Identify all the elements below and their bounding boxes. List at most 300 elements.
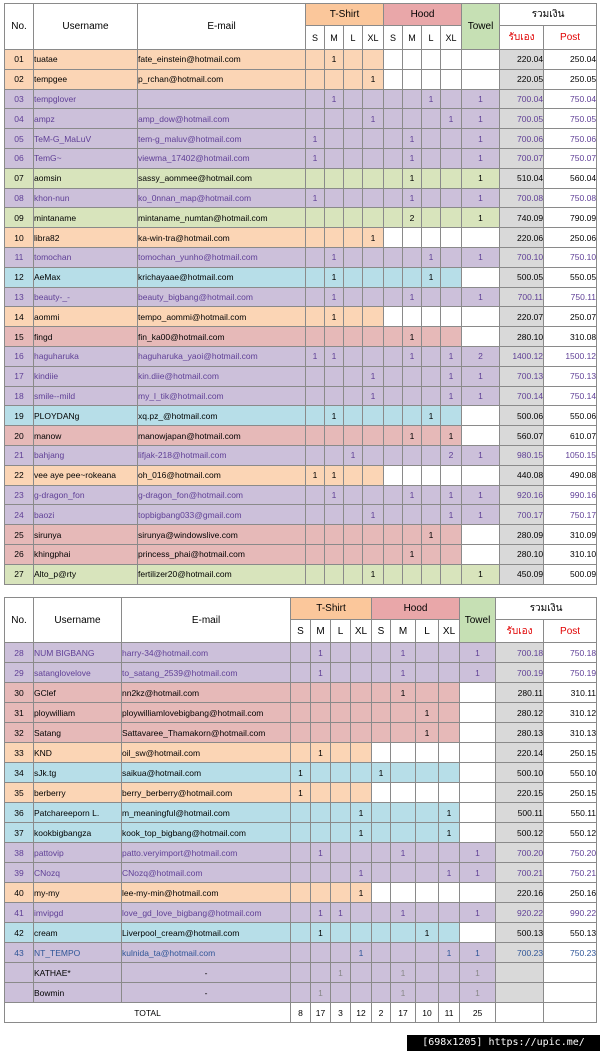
username-cell: my-my <box>34 883 122 903</box>
hood-m-qty <box>391 743 416 763</box>
tshirt-xl-qty <box>351 903 372 923</box>
hood-l-qty <box>416 803 439 823</box>
hood-s-qty <box>384 267 403 287</box>
towel-qty: 1 <box>462 386 500 406</box>
email-cell: love_gd_love_bigbang@hotmail.com <box>122 903 291 923</box>
hood-l-qty <box>416 963 439 983</box>
username-cell: CNozq <box>34 863 122 883</box>
row-number: 26 <box>5 544 34 564</box>
hood-l-qty <box>416 943 439 963</box>
towel-qty <box>462 465 500 485</box>
tshirt-l-qty <box>344 426 363 446</box>
username-cell: Satang <box>34 723 122 743</box>
hood-xl-qty <box>439 903 460 923</box>
tshirt-s-qty: 1 <box>306 188 325 208</box>
tshirt-xl-qty <box>351 983 372 1003</box>
tshirt-s-qty <box>306 406 325 426</box>
tshirt-l-qty <box>344 386 363 406</box>
hood-m-qty: 1 <box>403 148 422 168</box>
tshirt-s-qty <box>306 505 325 525</box>
tshirt-m-qty <box>325 445 344 465</box>
tshirt-xl-qty <box>351 683 372 703</box>
post-price: 250.05 <box>544 69 597 89</box>
username-cell: khon-nun <box>34 188 138 208</box>
hood-s-qty <box>372 903 391 923</box>
header-tshirt: T-Shirt <box>306 4 384 26</box>
tshirt-l-qty <box>344 168 363 188</box>
header-tshirt-m: M <box>325 26 344 50</box>
username-cell: berberry <box>34 783 122 803</box>
post-price: 750.13 <box>544 366 597 386</box>
hood-m-qty <box>403 525 422 545</box>
tshirt-l-qty <box>344 307 363 327</box>
hood-s-qty <box>372 823 391 843</box>
hood-l-qty <box>422 386 441 406</box>
hood-m-qty <box>391 703 416 723</box>
header-total-money-2: รวมเงิน <box>496 598 597 620</box>
hood-xl-qty <box>441 465 462 485</box>
hood-m-qty <box>403 228 422 248</box>
tshirt-s-qty <box>306 386 325 406</box>
hood-m-qty: 1 <box>403 485 422 505</box>
table-row <box>5 564 597 584</box>
tshirt-s-qty <box>291 923 311 943</box>
tshirt-m-qty: 1 <box>325 267 344 287</box>
tshirt-m-qty: 1 <box>325 247 344 267</box>
tshirt-s-qty <box>306 89 325 109</box>
header-username-2: Username <box>34 598 122 643</box>
row-number: 31 <box>5 703 34 723</box>
towel-qty: 1 <box>460 843 496 863</box>
hood-xl-qty <box>441 89 462 109</box>
hood-xl-qty <box>441 69 462 89</box>
hood-l-qty <box>422 188 441 208</box>
tshirt-m-qty <box>311 683 331 703</box>
hood-s-qty <box>384 544 403 564</box>
tshirt-l-qty: 1 <box>331 963 351 983</box>
self-pickup-price: 220.15 <box>496 783 544 803</box>
hood-s-qty <box>384 386 403 406</box>
hood-s-qty <box>372 743 391 763</box>
tshirt-m-qty: 1 <box>311 643 331 663</box>
hood-xl-qty <box>439 703 460 723</box>
post-price <box>544 983 597 1003</box>
towel-qty <box>462 544 500 564</box>
hood-s-qty <box>372 843 391 863</box>
table-row <box>5 485 597 505</box>
header-post: Post <box>544 26 597 50</box>
post-price: 750.10 <box>544 247 597 267</box>
hood-l-qty <box>422 50 441 70</box>
row-number: 19 <box>5 406 34 426</box>
post-price: 1050.15 <box>544 445 597 465</box>
hood-l-qty <box>416 843 439 863</box>
hood-xl-qty: 1 <box>441 346 462 366</box>
post-price: 250.04 <box>544 50 597 70</box>
table-row <box>5 743 597 763</box>
header-towel-2: Towel <box>460 598 496 643</box>
total-hood-l: 10 <box>416 1003 439 1023</box>
tshirt-xl-qty <box>363 426 384 446</box>
total-tshirt-l: 3 <box>331 1003 351 1023</box>
header-hood-m: M <box>403 26 422 50</box>
row-number: 42 <box>5 923 34 943</box>
tshirt-l-qty <box>344 148 363 168</box>
table-row <box>5 50 597 70</box>
username-cell: PLOYDANg <box>34 406 138 426</box>
towel-qty: 1 <box>462 485 500 505</box>
header-hood-xl-2: XL <box>439 620 460 643</box>
order-sheet-2 <box>4 597 596 1023</box>
row-number: 22 <box>5 465 34 485</box>
row-number: 32 <box>5 723 34 743</box>
tshirt-m-qty <box>325 69 344 89</box>
row-number: 06 <box>5 148 34 168</box>
hood-xl-qty <box>441 228 462 248</box>
row-number: 01 <box>5 50 34 70</box>
tshirt-xl-qty: 1 <box>351 823 372 843</box>
hood-s-qty <box>384 247 403 267</box>
tshirt-l-qty <box>344 465 363 485</box>
hood-s-qty <box>384 485 403 505</box>
towel-qty: 1 <box>462 188 500 208</box>
table-row <box>5 188 597 208</box>
towel-qty <box>460 763 496 783</box>
order-sheet-1 <box>4 3 596 585</box>
tshirt-m-qty: 1 <box>325 89 344 109</box>
tshirt-s-qty <box>306 287 325 307</box>
username-cell: ampz <box>34 109 138 129</box>
tshirt-l-qty <box>331 863 351 883</box>
tshirt-xl-qty <box>351 723 372 743</box>
header-hood-l-2: L <box>416 620 439 643</box>
tshirt-l-qty: 1 <box>344 445 363 465</box>
row-number: 34 <box>5 763 34 783</box>
tshirt-l-qty <box>331 783 351 803</box>
tshirt-xl-qty <box>363 525 384 545</box>
tshirt-s-qty <box>291 983 311 1003</box>
row-number: 11 <box>5 247 34 267</box>
tshirt-l-qty <box>331 943 351 963</box>
tshirt-l-qty <box>344 406 363 426</box>
tshirt-l-qty <box>331 803 351 823</box>
username-cell: tuatae <box>34 50 138 70</box>
hood-xl-qty <box>441 525 462 545</box>
email-cell: tomochan_yunho@hotmail.com <box>138 247 306 267</box>
header-tshirt-2: T-Shirt <box>291 598 372 620</box>
username-cell: satanglovelove <box>34 663 122 683</box>
table-row <box>5 943 597 963</box>
tshirt-l-qty: 1 <box>331 903 351 923</box>
towel-qty <box>462 228 500 248</box>
hood-m-qty <box>391 863 416 883</box>
towel-qty: 1 <box>460 963 496 983</box>
tshirt-m-qty <box>325 109 344 129</box>
tshirt-l-qty <box>344 69 363 89</box>
post-price: 550.05 <box>544 267 597 287</box>
hood-s-qty <box>384 525 403 545</box>
self-pickup-price: 700.20 <box>496 843 544 863</box>
tshirt-l-qty <box>344 327 363 347</box>
post-price: 250.15 <box>544 743 597 763</box>
post-price: 750.18 <box>544 643 597 663</box>
hood-xl-qty <box>439 923 460 943</box>
username-cell: g-dragon_fon <box>34 485 138 505</box>
self-pickup-price: 440.08 <box>500 465 544 485</box>
row-number: 21 <box>5 445 34 465</box>
tshirt-l-qty <box>344 228 363 248</box>
hood-xl-qty: 1 <box>441 366 462 386</box>
towel-qty <box>462 406 500 426</box>
towel-qty: 2 <box>462 346 500 366</box>
username-cell: KATHAE* <box>34 963 122 983</box>
total-hood-s: 2 <box>372 1003 391 1023</box>
row-number: 07 <box>5 168 34 188</box>
tshirt-xl-qty: 1 <box>351 943 372 963</box>
tshirt-xl-qty: 1 <box>363 228 384 248</box>
username-cell: Bowmin <box>34 983 122 1003</box>
row-number: 23 <box>5 485 34 505</box>
tshirt-l-qty <box>344 366 363 386</box>
tshirt-xl-qty <box>363 465 384 485</box>
tshirt-s-qty <box>291 803 311 823</box>
tshirt-s-qty <box>306 544 325 564</box>
tshirt-m-qty: 1 <box>325 346 344 366</box>
hood-s-qty <box>372 683 391 703</box>
hood-s-qty <box>384 346 403 366</box>
tshirt-m-qty <box>311 723 331 743</box>
hood-l-qty <box>422 307 441 327</box>
header-tshirt-xl-2: XL <box>351 620 372 643</box>
hood-xl-qty: 1 <box>441 505 462 525</box>
hood-m-qty <box>391 783 416 803</box>
hood-l-qty <box>416 783 439 803</box>
towel-qty <box>460 723 496 743</box>
tshirt-m-qty: 1 <box>311 903 331 923</box>
hood-m-qty: 1 <box>403 188 422 208</box>
tshirt-xl-qty: 1 <box>363 109 384 129</box>
row-number: 30 <box>5 683 34 703</box>
row-number: 43 <box>5 943 34 963</box>
hood-m-qty <box>403 406 422 426</box>
hood-xl-qty <box>441 168 462 188</box>
post-price: 750.20 <box>544 843 597 863</box>
table-row <box>5 267 597 287</box>
tshirt-l-qty <box>344 208 363 228</box>
row-number: 39 <box>5 863 34 883</box>
table-row <box>5 863 597 883</box>
self-pickup-price: 700.23 <box>496 943 544 963</box>
post-price: 750.19 <box>544 663 597 683</box>
hood-m-qty <box>403 50 422 70</box>
tshirt-l-qty <box>331 703 351 723</box>
total-tshirt-m: 17 <box>311 1003 331 1023</box>
username-cell: manow <box>34 426 138 446</box>
row-number: 41 <box>5 903 34 923</box>
tshirt-m-qty <box>325 505 344 525</box>
username-cell: mintaname <box>34 208 138 228</box>
table-row <box>5 109 597 129</box>
email-cell: Liverpool_cream@hotmail.com <box>122 923 291 943</box>
hood-m-qty <box>403 109 422 129</box>
hood-xl-qty <box>441 307 462 327</box>
header-hood-m-2: M <box>391 620 416 643</box>
email-cell: mintaname_numtan@hotmail.com <box>138 208 306 228</box>
username-cell: khingphai <box>34 544 138 564</box>
post-price: 990.16 <box>544 485 597 505</box>
table-row <box>5 208 597 228</box>
tshirt-m-qty <box>325 386 344 406</box>
towel-qty <box>462 525 500 545</box>
tshirt-m-qty <box>325 228 344 248</box>
table-row <box>5 923 597 943</box>
total-tshirt-s: 8 <box>291 1003 311 1023</box>
towel-qty: 1 <box>460 863 496 883</box>
post-price: 750.11 <box>544 287 597 307</box>
row-number: 29 <box>5 663 34 683</box>
tshirt-m-qty <box>311 803 331 823</box>
hood-l-qty <box>416 983 439 1003</box>
post-price: 310.11 <box>544 683 597 703</box>
hood-xl-qty <box>441 287 462 307</box>
tshirt-s-qty <box>291 643 311 663</box>
self-pickup-price: 220.16 <box>496 883 544 903</box>
order-rows-2 <box>5 643 597 1003</box>
self-pickup-price: 700.10 <box>500 247 544 267</box>
username-cell: kookbigbangza <box>34 823 122 843</box>
self-pickup-price: 560.07 <box>500 426 544 446</box>
tshirt-s-qty <box>306 267 325 287</box>
towel-qty <box>460 823 496 843</box>
table-row <box>5 983 597 1003</box>
table-row <box>5 903 597 923</box>
hood-m-qty: 1 <box>403 129 422 149</box>
hood-l-qty <box>416 863 439 883</box>
hood-xl-qty <box>439 963 460 983</box>
tshirt-xl-qty <box>351 663 372 683</box>
self-pickup-price: 500.10 <box>496 763 544 783</box>
hood-l-qty <box>422 69 441 89</box>
towel-qty <box>462 327 500 347</box>
hood-l-qty <box>422 148 441 168</box>
tshirt-xl-qty <box>363 267 384 287</box>
tshirt-m-qty <box>325 168 344 188</box>
post-price: 750.04 <box>544 89 597 109</box>
tshirt-m-qty <box>311 763 331 783</box>
tshirt-xl-qty <box>363 168 384 188</box>
email-cell: CNozq@hotmail.com <box>122 863 291 883</box>
username-cell: kindiie <box>34 366 138 386</box>
tshirt-l-qty <box>331 723 351 743</box>
hood-xl-qty <box>439 663 460 683</box>
table-row <box>5 346 597 366</box>
post-price: 550.13 <box>544 923 597 943</box>
row-number: 36 <box>5 803 34 823</box>
header-hood-2: Hood <box>372 598 460 620</box>
tshirt-s-qty <box>291 883 311 903</box>
tshirt-s-qty: 1 <box>306 465 325 485</box>
table-row <box>5 69 597 89</box>
total-tshirt-xl: 12 <box>351 1003 372 1023</box>
row-number: 20 <box>5 426 34 446</box>
tshirt-m-qty <box>325 426 344 446</box>
hood-m-qty <box>391 943 416 963</box>
tshirt-s-qty <box>306 426 325 446</box>
table-row <box>5 129 597 149</box>
tshirt-xl-qty <box>363 129 384 149</box>
post-price: 560.04 <box>544 168 597 188</box>
self-pickup-price: 510.04 <box>500 168 544 188</box>
hood-l-qty <box>422 168 441 188</box>
username-cell: cream <box>34 923 122 943</box>
tshirt-l-qty <box>344 247 363 267</box>
tshirt-s-qty <box>291 683 311 703</box>
tshirt-m-qty <box>325 129 344 149</box>
table-row <box>5 287 597 307</box>
tshirt-xl-qty <box>351 963 372 983</box>
hood-s-qty <box>384 168 403 188</box>
tshirt-s-qty <box>306 485 325 505</box>
tshirt-s-qty: 1 <box>291 763 311 783</box>
table-row <box>5 525 597 545</box>
row-number: 28 <box>5 643 34 663</box>
header-no: No. <box>5 4 34 50</box>
tshirt-m-qty: 1 <box>325 50 344 70</box>
username-cell: Alto_p@rty <box>34 564 138 584</box>
post-price: 550.06 <box>544 406 597 426</box>
hood-xl-qty <box>441 544 462 564</box>
hood-m-qty <box>403 505 422 525</box>
email-cell: tempo_aommi@hotmail.com <box>138 307 306 327</box>
self-pickup-price: 280.12 <box>496 703 544 723</box>
self-pickup-price: 500.11 <box>496 803 544 823</box>
tshirt-m-qty: 1 <box>325 485 344 505</box>
tshirt-xl-qty: 1 <box>351 883 372 903</box>
self-pickup-price: 920.16 <box>500 485 544 505</box>
hood-l-qty <box>422 327 441 347</box>
row-number: 16 <box>5 346 34 366</box>
hood-l-qty: 1 <box>422 247 441 267</box>
hood-l-qty <box>422 544 441 564</box>
totals-row <box>5 1003 597 1023</box>
tshirt-xl-qty <box>351 783 372 803</box>
tshirt-xl-qty <box>363 445 384 465</box>
post-price: 550.12 <box>544 823 597 843</box>
tshirt-l-qty <box>344 564 363 584</box>
tshirt-l-qty <box>344 505 363 525</box>
self-pickup-price: 700.14 <box>500 386 544 406</box>
tshirt-m-qty <box>325 327 344 347</box>
username-cell: pattovip <box>34 843 122 863</box>
tshirt-xl-qty <box>363 406 384 426</box>
towel-qty: 1 <box>462 247 500 267</box>
hood-l-qty <box>416 643 439 663</box>
username-cell: aommi <box>34 307 138 327</box>
header-tshirt-l: L <box>344 26 363 50</box>
tshirt-xl-qty <box>351 703 372 723</box>
row-number: 37 <box>5 823 34 843</box>
hood-l-qty <box>422 426 441 446</box>
towel-qty <box>460 883 496 903</box>
tshirt-m-qty: 1 <box>311 743 331 763</box>
order-table-1 <box>4 3 597 585</box>
tshirt-s-qty <box>306 208 325 228</box>
hood-m-qty <box>391 823 416 843</box>
post-price: 250.15 <box>544 783 597 803</box>
tshirt-l-qty <box>331 683 351 703</box>
hood-m-qty <box>403 69 422 89</box>
tshirt-s-qty <box>306 327 325 347</box>
